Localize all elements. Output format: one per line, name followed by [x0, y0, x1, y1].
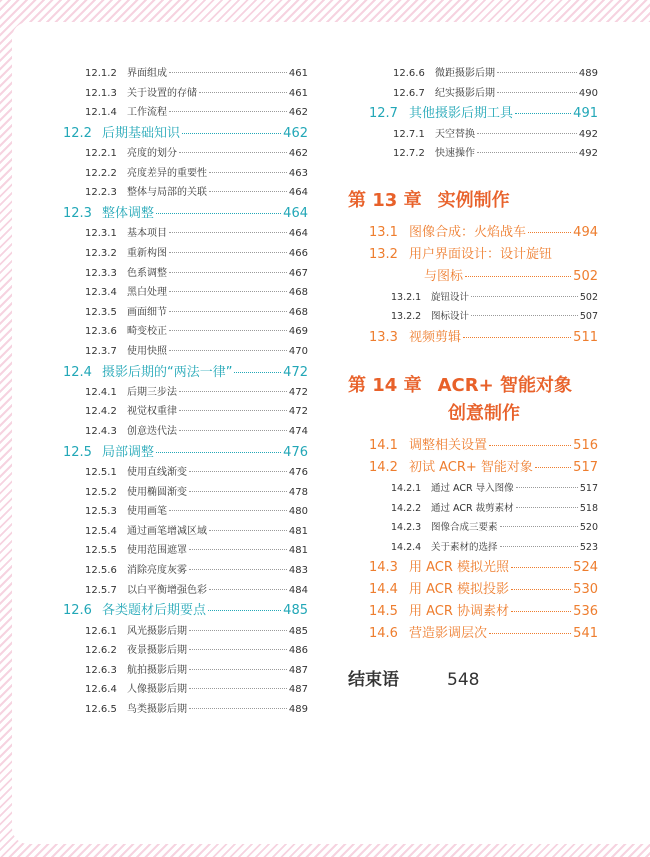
- entry-number: 12.3.4: [85, 287, 117, 299]
- section-number: 14.5: [369, 604, 398, 620]
- leader-dots: [189, 649, 287, 650]
- entry-page: 472: [288, 406, 308, 418]
- toc-entry[interactable]: [63, 164, 308, 184]
- entry-page: 478: [288, 486, 308, 498]
- toc-entry[interactable]: [63, 322, 308, 342]
- toc-section[interactable]: [344, 435, 598, 457]
- toc-entry[interactable]: [63, 522, 308, 542]
- leader-dots: [169, 72, 287, 73]
- entry-number: 13.2.2: [391, 311, 422, 323]
- leader-dots: [209, 530, 287, 531]
- toc-section[interactable]: [63, 203, 308, 224]
- toc-section[interactable]: [344, 244, 598, 266]
- leader-dots: [169, 510, 287, 511]
- entry-title: 关于设置的存储: [127, 87, 197, 99]
- leader-dots: [511, 611, 571, 612]
- entry-page: 468: [288, 287, 308, 299]
- entry-title: 关于素材的选择: [431, 541, 498, 553]
- entry-title: 使用范围遮罩: [127, 545, 187, 557]
- section-title: 用 ACR 模拟投影: [409, 582, 510, 598]
- entry-page: 463: [288, 167, 308, 179]
- toc-entry[interactable]: [63, 483, 308, 503]
- entry-number: 12.7.1: [393, 128, 425, 140]
- entry-number: 12.4.2: [85, 406, 117, 418]
- toc-entry[interactable]: [63, 561, 308, 581]
- entry-page: 468: [288, 306, 308, 318]
- section-page: 464: [283, 205, 308, 221]
- toc-entry[interactable]: [63, 680, 308, 700]
- section-title: 营造影调层次: [409, 626, 488, 642]
- section-page: 517: [573, 459, 598, 475]
- ending-title: 结束语: [348, 670, 399, 691]
- toc-entry[interactable]: [344, 518, 598, 538]
- entry-page: 483: [288, 565, 308, 577]
- toc-entry[interactable]: [63, 64, 308, 84]
- leader-dots: [189, 471, 287, 472]
- entry-page: 489: [578, 68, 598, 79]
- entry-number: 12.3.1: [85, 228, 117, 240]
- chapter-title-line1: ACR+ 智能对象: [437, 374, 572, 396]
- section-number: 13.1: [369, 224, 398, 240]
- toc-entry[interactable]: [63, 303, 308, 323]
- entry-title: 后期三步法: [127, 386, 177, 398]
- entry-page: 462: [288, 107, 308, 119]
- toc-section[interactable]: [344, 327, 598, 349]
- toc-section[interactable]: [344, 623, 598, 645]
- chapter-13-heading[interactable]: [344, 186, 598, 212]
- entry-page: 484: [288, 584, 308, 596]
- section-title: 局部调整: [102, 444, 155, 460]
- entry-page: 481: [288, 525, 308, 537]
- leader-dots: [209, 191, 287, 192]
- leader-dots: [179, 430, 287, 431]
- entry-number: 12.6.3: [85, 664, 117, 676]
- entry-title: 图像合成三要素: [431, 522, 498, 534]
- toc-section[interactable]: [344, 103, 598, 124]
- toc-entry[interactable]: [63, 224, 308, 244]
- section-number: 12.2: [63, 125, 92, 141]
- entry-title: 重新构图: [127, 247, 167, 259]
- toc-section[interactable]: [63, 123, 308, 144]
- entry-page: 518: [579, 502, 598, 514]
- leader-dots: [500, 546, 578, 547]
- entry-number: 12.3.7: [85, 345, 117, 357]
- entry-title: 通过画笔增减区域: [127, 525, 207, 537]
- leader-dots: [169, 232, 287, 233]
- ending-page: 548: [447, 670, 480, 691]
- entry-number: 12.6.6: [393, 68, 425, 79]
- toc-entry[interactable]: [63, 244, 308, 264]
- entry-title: 航拍摄影后期: [127, 664, 187, 676]
- entry-number: 14.2.4: [391, 541, 422, 553]
- entry-number: 12.5.3: [85, 506, 117, 518]
- leader-dots: [189, 569, 287, 570]
- leader-dots: [208, 610, 281, 611]
- section-number: 14.3: [369, 560, 398, 576]
- toc-entry[interactable]: [63, 283, 308, 303]
- toc-entry[interactable]: [344, 479, 598, 499]
- leader-dots: [516, 487, 578, 488]
- entry-title: 以白平衡增强色彩: [127, 584, 207, 596]
- toc-entry[interactable]: [63, 84, 308, 104]
- leader-dots: [156, 452, 281, 453]
- entry-number: 12.1.2: [85, 68, 117, 79]
- section-title: 调整相关设置: [409, 437, 488, 453]
- section-page: 462: [283, 125, 308, 141]
- toc-entry[interactable]: [63, 463, 308, 483]
- leader-dots: [189, 491, 287, 492]
- section-page: 524: [573, 560, 598, 576]
- leader-dots: [515, 113, 571, 114]
- section-number: 14.6: [369, 626, 398, 642]
- entry-page: 523: [579, 541, 598, 553]
- section-number: 14.4: [369, 582, 398, 598]
- entry-number: 12.7.2: [393, 148, 425, 160]
- leader-dots: [156, 213, 281, 214]
- leader-dots: [471, 296, 578, 297]
- leader-dots: [209, 589, 287, 590]
- entry-number: 12.3.3: [85, 267, 117, 279]
- section-page: 502: [573, 268, 598, 284]
- entry-number: 12.4.3: [85, 426, 117, 438]
- section-number: 13.3: [369, 329, 398, 345]
- toc-entry[interactable]: [63, 700, 308, 720]
- leader-dots: [169, 350, 287, 351]
- entry-page: 472: [288, 386, 308, 398]
- leader-dots: [179, 391, 287, 392]
- entry-page: 486: [288, 645, 308, 657]
- section-number: 12.7: [369, 106, 398, 122]
- chapter-14-heading[interactable]: [344, 371, 598, 425]
- toc-entry[interactable]: [63, 183, 308, 203]
- entry-title: 画面细节: [127, 306, 167, 318]
- entry-title: 工作流程: [127, 107, 167, 119]
- leader-dots: [189, 688, 287, 689]
- entry-number: 14.2.1: [391, 482, 422, 494]
- entry-title: 微距摄影后期: [435, 68, 495, 79]
- entry-number: 12.2.3: [85, 187, 117, 199]
- toc-entry[interactable]: [63, 641, 308, 661]
- leader-dots: [189, 549, 287, 550]
- entry-page: 467: [288, 267, 308, 279]
- toc-section[interactable]: [344, 222, 598, 244]
- leader-dots: [189, 708, 287, 709]
- entry-title: 风光摄影后期: [127, 625, 187, 637]
- entry-number: 14.2.3: [391, 522, 422, 534]
- entry-title: 鸟类摄影后期: [127, 703, 187, 715]
- entry-number: 12.6.1: [85, 625, 117, 637]
- section-title: 用 ACR 模拟光照: [409, 560, 510, 576]
- toc-entry[interactable]: [63, 581, 308, 601]
- toc-entry[interactable]: [63, 422, 308, 442]
- entry-number: 12.3.5: [85, 306, 117, 318]
- entry-title: 使用快照: [127, 345, 167, 357]
- entry-title: 纪实摄影后期: [435, 87, 495, 99]
- entry-page: 469: [288, 326, 308, 338]
- entry-page: 462: [288, 148, 308, 160]
- leader-dots: [169, 272, 287, 273]
- entry-page: 485: [288, 625, 308, 637]
- toc-entry[interactable]: [63, 342, 308, 362]
- leader-dots: [511, 567, 571, 568]
- entry-title: 黑白处理: [127, 287, 167, 299]
- entry-page: 464: [288, 187, 308, 199]
- toc-entry[interactable]: [344, 499, 598, 519]
- toc-entry[interactable]: [344, 307, 598, 327]
- leader-dots: [528, 232, 571, 233]
- section-page: 494: [573, 224, 598, 240]
- toc-entry[interactable]: [63, 541, 308, 561]
- leader-dots: [189, 630, 287, 631]
- leader-dots: [477, 152, 577, 153]
- leader-dots: [489, 445, 571, 446]
- leader-dots: [463, 337, 571, 338]
- leader-dots: [497, 92, 577, 93]
- toc-entry[interactable]: [63, 661, 308, 681]
- toc-section-continued[interactable]: [344, 266, 598, 288]
- entry-number: 12.6.2: [85, 645, 117, 657]
- leader-dots: [169, 291, 287, 292]
- entry-page: 492: [578, 148, 598, 160]
- entry-page: 520: [579, 522, 598, 534]
- entry-title: 创意迭代法: [127, 426, 177, 438]
- toc-entry[interactable]: [63, 383, 308, 403]
- entry-title: 使用画笔: [127, 506, 167, 518]
- entry-number: 12.4.1: [85, 386, 117, 398]
- entry-title: 快速操作: [435, 148, 475, 160]
- entry-page: 487: [288, 664, 308, 676]
- entry-number: 12.3.6: [85, 326, 117, 338]
- section-title: 摄影后期的“两法一律”: [102, 364, 233, 380]
- leader-dots: [535, 467, 571, 468]
- toc-section[interactable]: [63, 600, 308, 621]
- entry-page: 490: [578, 87, 598, 99]
- section-title: 整体调整: [102, 205, 155, 221]
- ending-entry[interactable]: [344, 665, 598, 690]
- section-page: 485: [283, 603, 308, 619]
- section-page: 491: [573, 106, 598, 122]
- section-title: 初试 ACR+ 智能对象: [409, 459, 533, 475]
- leader-dots: [500, 526, 578, 527]
- toc-entry[interactable]: [344, 84, 598, 104]
- entry-title: 天空替换: [435, 128, 475, 140]
- entry-title: 基本项目: [127, 228, 167, 240]
- leader-dots: [209, 172, 287, 173]
- toc-entry[interactable]: [344, 125, 598, 145]
- entry-page: 466: [288, 247, 308, 259]
- section-number: 12.6: [63, 603, 92, 619]
- entry-page: 476: [288, 467, 308, 479]
- leader-dots: [179, 410, 287, 411]
- toc-entry[interactable]: [63, 103, 308, 123]
- entry-title: 使用椭圆渐变: [127, 486, 187, 498]
- toc-entry[interactable]: [63, 144, 308, 164]
- entry-number: 12.5.4: [85, 525, 117, 537]
- chapter-title-line2: 创意制作: [448, 402, 520, 424]
- section-number: 14.1: [369, 437, 398, 453]
- section-page: 476: [283, 444, 308, 460]
- section-title: 其他摄影后期工具: [409, 106, 514, 122]
- toc-section[interactable]: [344, 457, 598, 479]
- entry-number: 12.5.1: [85, 467, 117, 479]
- toc-page: [12, 22, 650, 844]
- section-title: 用 ACR 协调素材: [409, 604, 510, 620]
- entry-title: 通过 ACR 裁剪素材: [431, 502, 514, 514]
- entry-number: 12.5.6: [85, 565, 117, 577]
- chapter-title: 实例制作: [437, 189, 510, 211]
- entry-title: 使用直线渐变: [127, 467, 187, 479]
- leader-dots: [182, 133, 281, 134]
- leader-dots: [169, 311, 287, 312]
- entry-title: 通过 ACR 导入图像: [431, 482, 514, 494]
- entry-title: 整体与局部的关联: [127, 187, 207, 199]
- entry-page: 461: [288, 87, 308, 99]
- section-title: 用户界面设计：设计旋钮: [409, 246, 553, 262]
- section-number: 13.2: [369, 246, 398, 262]
- leader-dots: [169, 111, 287, 112]
- toc-entry[interactable]: [63, 402, 308, 422]
- entry-title: 人像摄影后期: [127, 684, 187, 696]
- chapter-number: 第 14 章: [348, 374, 422, 396]
- entry-number: 13.2.1: [391, 291, 422, 303]
- toc-entry[interactable]: [63, 622, 308, 642]
- leader-dots: [471, 315, 578, 316]
- section-title: 后期基础知识: [102, 125, 181, 141]
- toc-entry[interactable]: [63, 502, 308, 522]
- entry-page: 517: [579, 482, 598, 494]
- entry-number: 14.2.2: [391, 502, 422, 514]
- leader-dots: [169, 330, 287, 331]
- entry-number: 12.5.5: [85, 545, 117, 557]
- entry-page: 502: [579, 291, 598, 303]
- entry-title: 畸变校正: [127, 326, 167, 338]
- entry-page: 489: [288, 703, 308, 715]
- entry-number: 12.2.2: [85, 167, 117, 179]
- leader-dots: [169, 252, 287, 253]
- toc-entry[interactable]: [344, 288, 598, 308]
- entry-title: 消除亮度灰雾: [127, 565, 187, 577]
- entry-title: 夜景摄影后期: [127, 645, 187, 657]
- leader-dots: [179, 152, 287, 153]
- entry-page: 470: [288, 345, 308, 357]
- entry-number: 12.3.2: [85, 247, 117, 259]
- entry-title: 旋钮设计: [431, 291, 470, 303]
- entry-title: 亮度的划分: [127, 148, 177, 160]
- toc-left-column: [63, 64, 308, 720]
- toc-entry[interactable]: [344, 64, 598, 84]
- leader-dots: [477, 133, 577, 134]
- entry-number: 12.6.5: [85, 703, 117, 715]
- section-number: 12.4: [63, 364, 92, 380]
- toc-entry[interactable]: [344, 144, 598, 164]
- entry-number: 12.6.4: [85, 684, 117, 696]
- toc-right-column: [344, 64, 598, 690]
- section-title: 图像合成：火焰战车: [409, 224, 527, 240]
- entry-title: 视觉权重律: [127, 406, 177, 418]
- toc-section[interactable]: [344, 579, 598, 601]
- section-number: 12.5: [63, 444, 92, 460]
- entry-page: 474: [288, 426, 308, 438]
- section-title: 与图标: [424, 268, 464, 284]
- entry-title: 亮度差异的重要性: [127, 167, 207, 179]
- chapter-number: 第 13 章: [348, 189, 422, 211]
- entry-number: 12.2.1: [85, 148, 117, 160]
- entry-page: 481: [288, 545, 308, 557]
- toc-section[interactable]: [344, 557, 598, 579]
- entry-number: 12.1.3: [85, 87, 117, 99]
- section-page: 516: [573, 437, 598, 453]
- section-title: 各类题材后期要点: [102, 603, 207, 619]
- entry-number: 12.5.7: [85, 584, 117, 596]
- leader-dots: [465, 276, 571, 277]
- leader-dots: [199, 92, 287, 93]
- entry-title: 界面组成: [127, 68, 167, 79]
- leader-dots: [234, 372, 281, 373]
- entry-title: 色系调整: [127, 267, 167, 279]
- section-page: 536: [573, 604, 598, 620]
- entry-page: 492: [578, 128, 598, 140]
- entry-page: 480: [288, 506, 308, 518]
- entry-number: 12.6.7: [393, 87, 425, 99]
- section-number: 12.3: [63, 205, 92, 221]
- section-page: 472: [283, 364, 308, 380]
- toc-entry[interactable]: [63, 264, 308, 284]
- leader-dots: [511, 589, 571, 590]
- section-page: 530: [573, 582, 598, 598]
- leader-dots: [497, 72, 577, 73]
- entry-page: 464: [288, 228, 308, 240]
- section-number: 14.2: [369, 459, 398, 475]
- entry-page: 461: [288, 68, 308, 79]
- toc-entry[interactable]: [344, 538, 598, 558]
- entry-page: 507: [579, 311, 598, 323]
- section-page: 541: [573, 626, 598, 642]
- entry-number: 12.1.4: [85, 107, 117, 119]
- leader-dots: [189, 669, 287, 670]
- section-page: 511: [573, 329, 598, 345]
- toc-section[interactable]: [63, 362, 308, 383]
- entry-title: 图标设计: [431, 311, 470, 323]
- leader-dots: [516, 507, 578, 508]
- toc-section[interactable]: [63, 442, 308, 463]
- toc-section[interactable]: [344, 601, 598, 623]
- section-title: 视频剪辑: [409, 329, 462, 345]
- entry-number: 12.5.2: [85, 486, 117, 498]
- entry-page: 487: [288, 684, 308, 696]
- leader-dots: [489, 633, 571, 634]
